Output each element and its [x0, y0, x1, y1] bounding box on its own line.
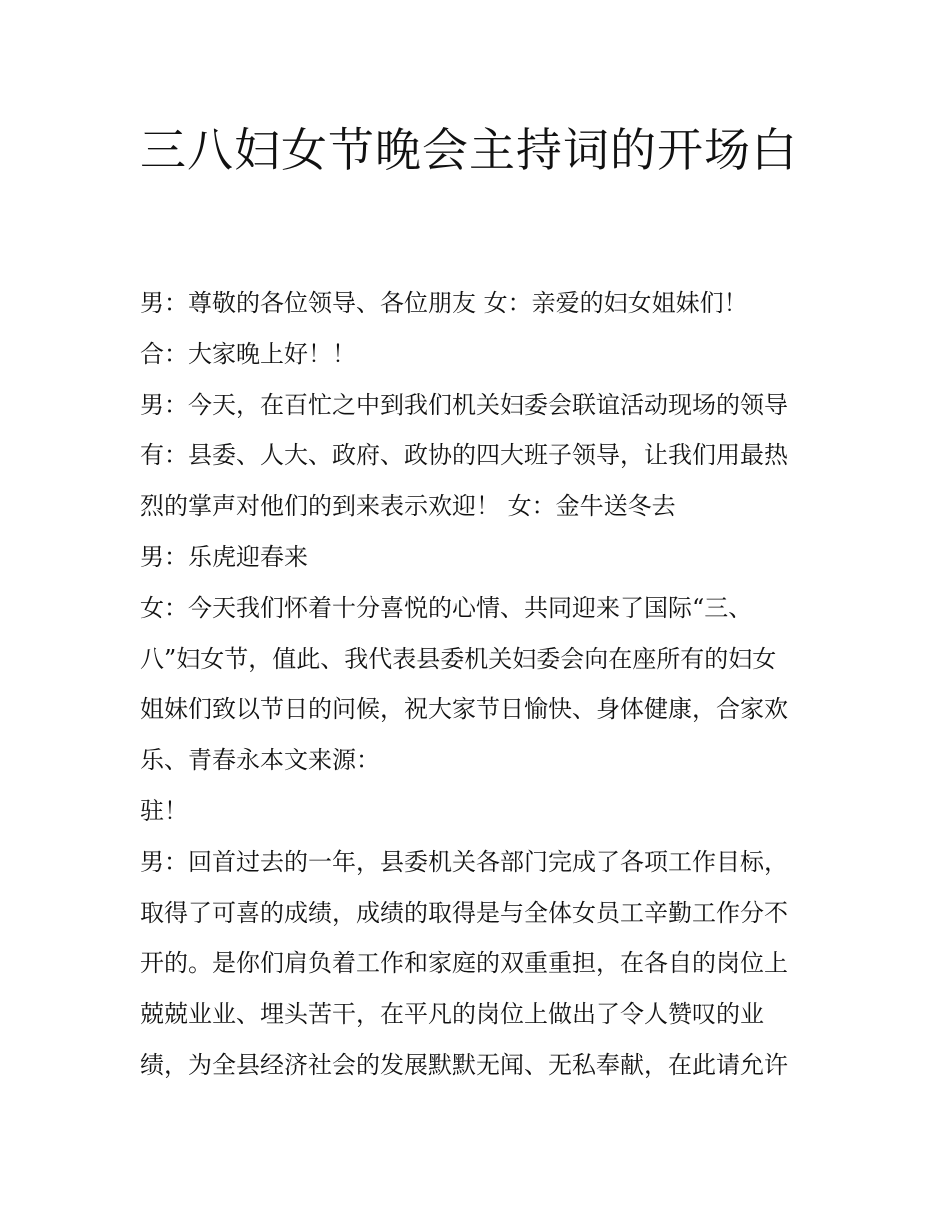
body-line: 八”妇女节，值此、我代表县委机关妇委会向在座所有的妇女 — [140, 644, 777, 673]
body-line: 有：县委、人大、政府、政协的四大班子领导，让我们用最热 — [140, 441, 788, 470]
body-line: 开的。是你们肩负着工作和家庭的双重重担，在各自的岗位上 — [140, 949, 788, 978]
body-line: 绩，为全县经济社会的发展默默无闻、无私奉献，在此请允许 — [140, 1050, 788, 1079]
body-line: 男：回首过去的一年，县委机关各部门完成了各项工作目标， — [140, 847, 788, 876]
body-line: 男：乐虎迎春来 — [140, 542, 308, 571]
body-line: 烈的掌声对他们的到来表示欢迎！ 女：金牛送冬去 — [140, 492, 676, 521]
body-line: 男：今天，在百忙之中到我们机关妇委会联谊活动现场的领导 — [140, 390, 788, 419]
document-body — [140, 278, 820, 1091]
body-line: 乐、青春永本文来源： — [140, 746, 380, 775]
body-line: 合：大家晚上好！！ — [140, 339, 356, 368]
document-title: 三八妇女节晚会主持词的开场白 — [140, 123, 798, 177]
body-line: 取得了可喜的成绩，成绩的取得是与全体女员工辛勤工作分不 — [140, 898, 788, 927]
body-line: 姐妹们致以节日的问候，祝大家节日愉快、身体健康，合家欢 — [140, 695, 788, 724]
body-line: 女：今天我们怀着十分喜悦的心情、共同迎来了国际“三、 — [140, 593, 753, 622]
body-line: 男：尊敬的各位领导、各位朋友 女：亲爱的妇女姐妹们！ — [140, 289, 748, 317]
body-line: 驻！ — [140, 796, 188, 825]
body-line: 兢兢业业、埋头苦干，在平凡的岗位上做出了令人赞叹的业 — [140, 1000, 764, 1029]
